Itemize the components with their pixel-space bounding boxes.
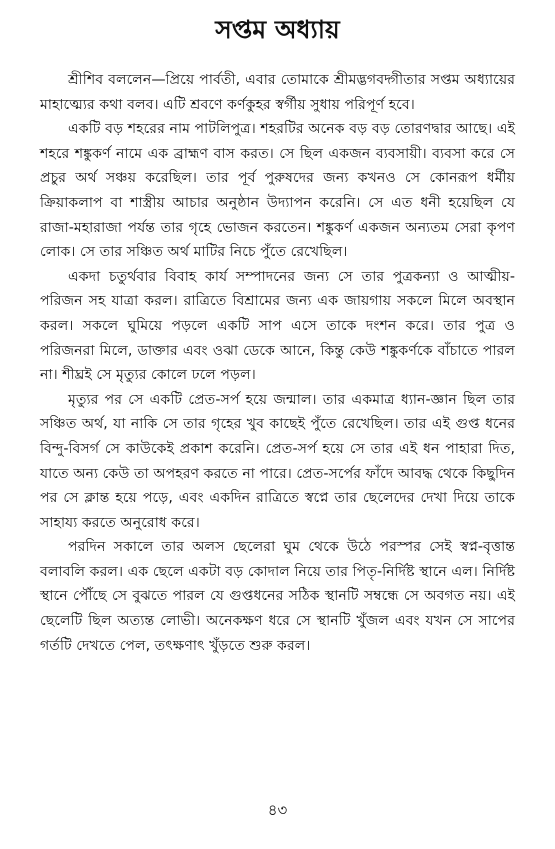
paragraph: একটি বড় শহরের নাম পাটলিপুত্র। শহরটির অনেক বড় বড় তোরণদ্বার আছে। এই শহরে শঙ্কুকর্ণ নামে এক ব্রাহ্মণ বাস করত। সে ছিল একজন ব্যবসায়ী। ব্যবসা করে সে প্রচুর অর্থ সঞ্চয় করেছিল। তার পূর্ব পুরুষদের জন্য কখনও সে কোনরূপ ধর্মীয় ক্রিয়াকলাপ বা শাস্ত্রীয় আচার অনুষ্ঠান উদ্যাপন করেনি। সে এত ধনী হয়েছিল যে রাজা-মহারাজা পর্যন্ত তার গৃহে ভোজন করতেন। শঙ্কুকর্ণ একজন অন্যতম সেরা কৃপণ লোক। সে তার সঞ্চিত অর্থ মাটির নিচে পুঁতে রেখেছিল। [40, 121, 515, 261]
chapter-body [40, 68, 515, 658]
page-number: ৪৩ [267, 801, 288, 819]
paragraph: পরদিন সকালে তার অলস ছেলেরা ঘুম থেকে উঠে পরস্পর সেই স্বপ্ন-বৃত্তান্ত বলাবলি করল। এক ছেলে একটা বড় কোদাল নিয়ে তার পিতৃ-নির্দিষ্ট স্থানে এল। নির্দিষ্ট স্থানে পৌঁছে সে বুঝতে পারল যে গুপ্তধনের সঠিক স্থানটি সম্বন্ধে সে অবগত নয়। এই ছেলেটি ছিল অত্যন্ত লোভী। অনেকক্ষণ ধরে সে স্থানটি খুঁজল এবং যখন সে সাপের গর্তটি দেখতে পেল, তৎক্ষণাৎ খুঁড়তে শুরু করল। [40, 539, 515, 654]
paragraph: একদা চতুর্থবার বিবাহ কার্য সম্পাদনের জন্য সে তার পুত্রকন্যা ও আত্মীয়-পরিজন সহ যাত্রা করল। রাত্রিতে বিশ্রামের জন্য এক জায়গায় সকলে মিলে অবস্থান করল। সকলে ঘুমিয়ে পড়লে একটি সাপ এসে তাকে দংশন করে। তার পুত্র ও পরিজনরা মিলে, ডাক্তার এবং ওঝা ডেকে আনে, কিন্তু কেউ শঙ্কুকর্ণকে বাঁচাতে পারল না। শীঘ্রই সে মৃত্যুর কোলে ঢলে পড়ল। [40, 268, 515, 384]
paragraph: শ্রীশিব বললেন—প্রিয়ে পার্বতী, এবার তোমাকে শ্রীমদ্ভগবদ্গীতার সপ্তম অধ্যায়ের মাহাত্ম্যের কথা বলব। এটি শ্রবণে কর্ণকুহর স্বর্গীয় সুধায় পরিপূর্ণ হবে। [40, 72, 515, 113]
chapter-title: সপ্তম অধ্যায় [215, 15, 340, 44]
paragraph: মৃত্যুর পর সে একটি প্রেত-সর্প হয়ে জন্মাল। তার একমাত্র ধ্যান-জ্ঞান ছিল তার সঞ্চিত অর্থ, যা নাকি সে তার গৃহের খুব কাছেই পুঁতে রেখেছিল। তার এই গুপ্ত ধনের বিন্দু-বিসর্গ সে কাউকেই প্রকাশ করেনি। প্রেত-সর্প হয়ে সে তার এই ধন পাহারা দিত, যাতে অন্য কেউ তা অপহরণ করতে না পারে। প্রেত-সর্পের ফাঁদে আবদ্ধ থেকে কিছুদিন পর সে ক্লান্ত হয়ে পড়ে, এবং একদিন রাত্রিতে স্বপ্নে তার ছেলেদের দেখা দিয়ে তাকে সাহায্য করতে অনুরোধ করে। [40, 391, 515, 531]
